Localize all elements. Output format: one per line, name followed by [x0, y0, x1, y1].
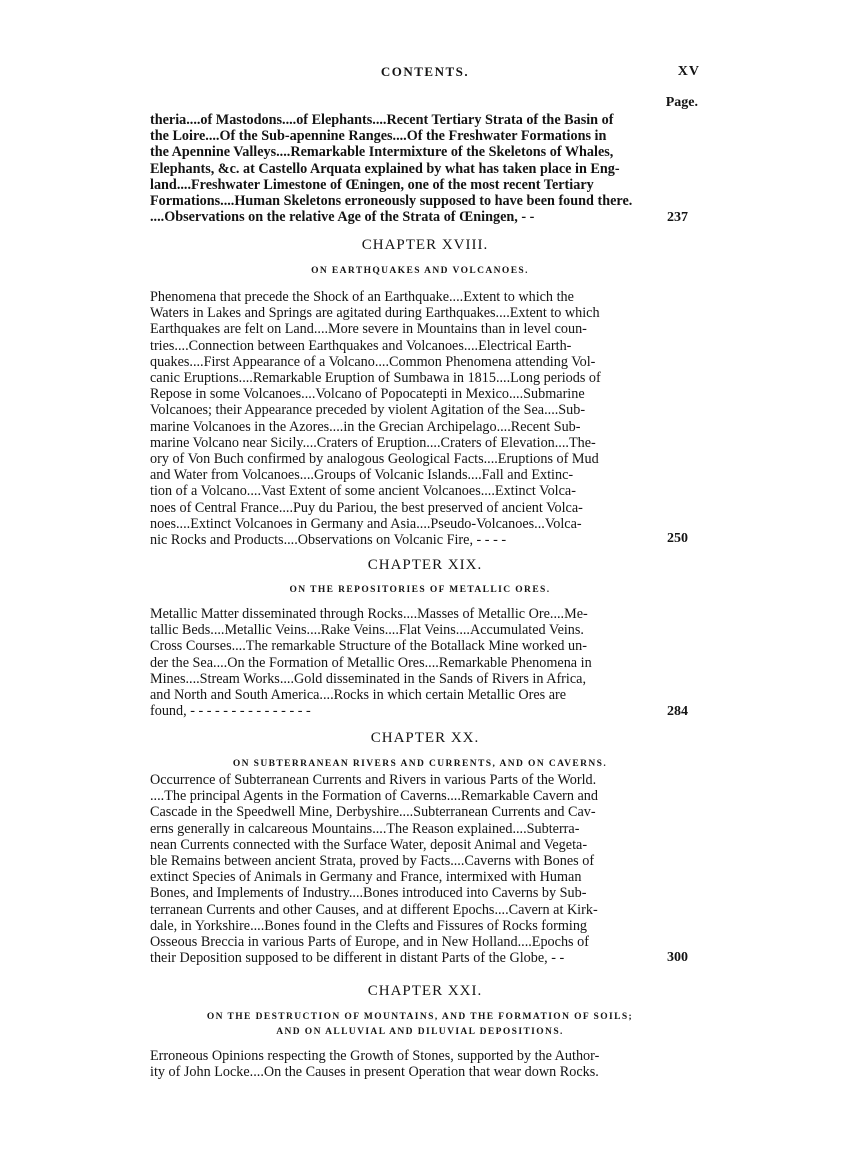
chapter-subtitle-line: AND ON ALLUVIAL AND DILUVIAL DEPOSITIONS.: [276, 1027, 564, 1037]
chapter-summary: [150, 772, 670, 966]
summary-line: nic Rocks and Products....Observations on Volcanic Fire, - - - -: [150, 532, 507, 549]
running-head: [150, 64, 700, 84]
summary-line: Earthquakes are felt on Land....More severe in Mountains than in level coun-: [150, 321, 587, 338]
page-column-label: Page.: [665, 95, 698, 110]
summary-line: nean Currents connected with the Surface Water, deposit Animal and Vegeta-: [150, 836, 588, 853]
running-title: CONTENTS.: [380, 64, 470, 79]
summary-line: marine Volcano near Sicily....Craters of Eruption....Craters of Elevation....The-: [150, 434, 596, 451]
summary-line: marine Volcanoes in the Azores....in the Grecian Archipelago....Recent Sub-: [150, 418, 581, 435]
page-number: 250: [667, 531, 688, 546]
page-number: 237: [667, 210, 688, 225]
summary-line: and Water from Volcanoes....Groups of Volcanic Islands....Fall and Extinc-: [150, 467, 574, 484]
summary-line: canic Eruptions....Remarkable Eruption of Sumbawa in 1815....Long periods of: [150, 370, 601, 387]
summary-line: erns generally in calcareous Mountains....The Reason explained....Subterra-: [150, 820, 580, 837]
chapter-summary: [150, 1048, 670, 1080]
summary-line: Waters in Lakes and Springs are agitated during Earthquakes....Extent to which: [150, 305, 600, 322]
page-number: 300: [667, 950, 688, 965]
summary-line: ble Remains between ancient Strata, proved by Facts....Caverns with Bones of: [150, 853, 595, 870]
chapter-subtitle: [140, 757, 700, 772]
entry-line: the Apennine Valleys....Remarkable Intermixture of the Skeletons of Whales,: [150, 144, 614, 161]
chapter-subtitle-line: ON SUBTERRANEAN RIVERS AND CURRENTS, AND ON CAVERNS.: [232, 759, 608, 769]
summary-line: Bones, and Implements of Industry....Bones introduced into Caverns by Sub-: [150, 885, 587, 902]
chapter-subtitle: [140, 583, 700, 598]
summary-line: found, - - - - - - - - - - - - - - -: [150, 703, 311, 720]
summary-line: ity of John Locke....On the Causes in present Operation that wear down Rocks.: [150, 1064, 599, 1081]
page-number: 284: [667, 704, 688, 719]
chapter-subtitle-line: ON EARTHQUAKES AND VOLCANOES.: [311, 266, 529, 276]
summary-line: Phenomena that precede the Shock of an Earthquake....Extent to which the: [150, 289, 574, 305]
summary-line: ory of Von Buch confirmed by analogous Geological Facts....Eruptions of Mud: [150, 451, 599, 468]
entry-line: Formations....Human Skeletons erroneously supposed to have been found there.: [150, 193, 633, 210]
summary-line: dale, in Yorkshire....Bones found in the Clefts and Fissures of Rocks forming: [150, 917, 588, 934]
summary-line: noes....Extinct Volcanoes in Germany and Asia....Pseudo-Volcanoes...Volca-: [150, 515, 582, 532]
continued-entry: [150, 112, 695, 225]
entry-line: land....Freshwater Limestone of Œningen, one of the most recent Tertiary: [150, 176, 594, 193]
summary-line: their Deposition supposed to be different in distant Parts of the Globe, - -: [150, 950, 565, 967]
chapter-subtitle: [140, 264, 700, 279]
entry-line: Elephants, &c. at Castello Arquata explained by what has taken place in Eng-: [150, 160, 620, 177]
summary-line: Cross Courses....The remarkable Structure of the Botallack Mine worked un-: [150, 638, 587, 655]
summary-line: extinct Species of Animals in Germany and France, intermixed with Human: [150, 869, 582, 886]
summary-line: ....The principal Agents in the Formation of Caverns....Remarkable Cavern and: [150, 788, 598, 805]
summary-line: Metallic Matter disseminated through Rocks....Masses of Metallic Ore....Me-: [150, 606, 588, 622]
summary-line: Osseous Breccia in various Parts of Europe, and in New Holland....Epochs of: [150, 934, 589, 951]
summary-line: Repose in some Volcanoes....Volcano of Popocatepti in Mexico....Submarine: [150, 386, 585, 403]
summary-line: Occurrence of Subterranean Currents and Rivers in various Parts of the World.: [150, 772, 597, 788]
chapter-subtitle: [140, 1010, 700, 1040]
folio-number: XV: [677, 64, 700, 79]
summary-line: tion of a Volcano....Vast Extent of some ancient Volcanoes....Extinct Volca-: [150, 483, 576, 500]
summary-line: quakes....First Appearance of a Volcano....Common Phenomena attending Vol-: [150, 353, 596, 370]
chapter-title: CHAPTER XXI.: [367, 983, 483, 999]
chapter-subtitle-line: ON THE REPOSITORIES OF METALLIC ORES.: [289, 585, 551, 595]
summary-line: and North and South America....Rocks in which certain Metallic Ores are: [150, 687, 567, 704]
entry-line: ....Observations on the relative Age of the Strata of Œningen, - -: [150, 209, 535, 226]
entry-line: the Loire....Of the Sub-apennine Ranges....Of the Freshwater Formations in: [150, 128, 607, 145]
chapter-title: CHAPTER XX.: [370, 730, 480, 746]
summary-line: der the Sea....On the Formation of Metallic Ores....Remarkable Phenomena in: [150, 654, 592, 671]
chapter-subtitle-line: ON THE DESTRUCTION OF MOUNTAINS, AND THE FORMATION OF SOILS;: [206, 1012, 634, 1022]
chapter-summary: [150, 289, 670, 548]
chapter-title: CHAPTER XIX.: [367, 557, 483, 573]
summary-line: tallic Beds....Metallic Veins....Rake Veins....Flat Veins....Accumulated Veins.: [150, 622, 584, 639]
summary-line: Volcanoes; their Appearance preceded by violent Agitation of the Sea....Sub-: [150, 402, 586, 419]
summary-line: Erroneous Opinions respecting the Growth of Stones, supported by the Author-: [150, 1048, 600, 1064]
summary-line: tries....Connection between Earthquakes and Volcanoes....Electrical Earth-: [150, 337, 572, 354]
summary-line: Cascade in the Speedwell Mine, Derbyshire....Subterranean Currents and Cav-: [150, 804, 596, 821]
chapter-summary: [150, 606, 670, 719]
summary-line: Mines....Stream Works....Gold disseminated in the Sands of Rivers in Africa,: [150, 670, 586, 687]
summary-line: terranean Currents and other Causes, and at different Epochs....Cavern at Kirk-: [150, 901, 598, 918]
entry-line: theria....of Mastodons....of Elephants....Recent Tertiary Strata of the Basin of: [150, 112, 614, 128]
chapter-title: CHAPTER XVIII.: [361, 237, 489, 253]
summary-line: noes of Central France....Puy du Pariou, the best preserved of ancient Volca-: [150, 499, 583, 516]
